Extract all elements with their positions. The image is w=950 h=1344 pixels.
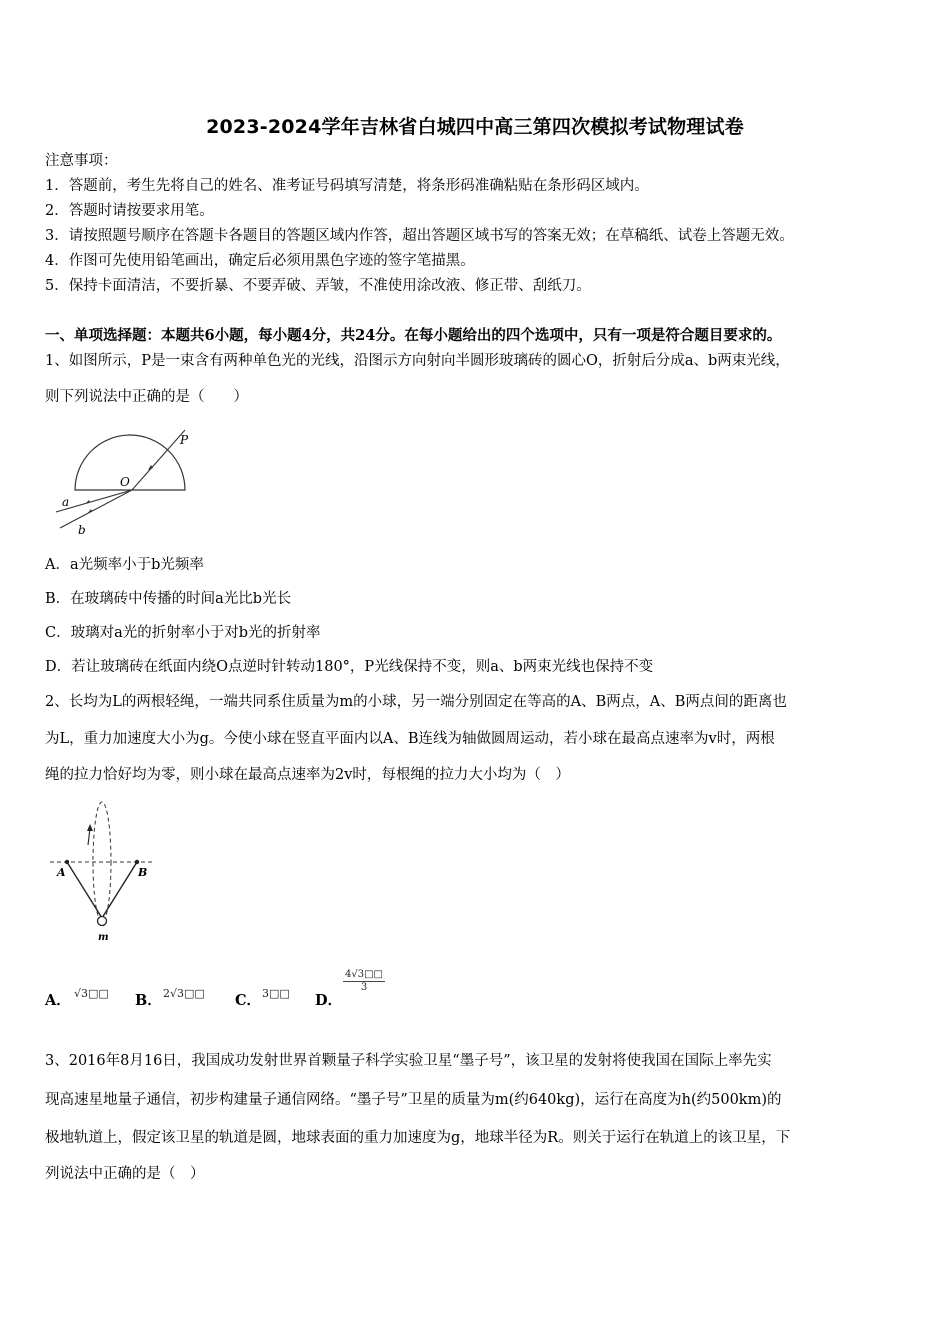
q1-stem-line2: 则下列说法中正确的是（ ）	[45, 389, 248, 405]
label-o: O	[120, 475, 130, 489]
q2-stem-line3: 绳的拉力恰好均为零，则小球在最高点速率为2v时，每根绳的拉力大小均为（ ）	[45, 767, 570, 783]
q2-option-d-denominator: 3	[360, 982, 368, 993]
q2-option-a-value: √3□□	[74, 987, 109, 1000]
notice-item-2: 2．答题时请按要求用笔。	[45, 203, 214, 219]
q3-stem-line4: 列说法中正确的是（ ）	[45, 1166, 205, 1182]
q1-option-b: B．在玻璃砖中传播的时间a光比b光长	[45, 591, 292, 607]
q1-semicircle-figure	[50, 420, 200, 540]
notice-item-5: 5．保持卡面清洁，不要折暴、不要弄破、弄皱，不准使用涂改液、修正带、刮纸刀。	[45, 278, 591, 294]
q2-stem-line1: 2、长均为L的两根轻绳，一端共同系住质量为m的小球，另一端分别固定在等高的A、B两点，A、B两点间的距离也	[45, 694, 787, 710]
label-b: B	[138, 866, 148, 879]
q2-stem-line2: 为L，重力加速度大小为g。今使小球在竖直平面内以A、B连线为轴做圆周运动，若小球在最高点速率为v时，两根	[45, 731, 775, 747]
q2-option-d-numerator: 4√3□□	[345, 969, 383, 980]
q1-option-d: D．若让玻璃砖在纸面内绕O点逆时针转动180°，P光线保持不变，则a、b两束光线也保持不变	[45, 659, 654, 675]
notice-heading: 注意事项：	[45, 153, 118, 169]
point-b	[135, 860, 139, 864]
q1-stem-line1: 1、如图所示，P是一束含有两种单色光的光线，沿图示方向射向半圆形玻璃砖的圆心O，折射后分成a、b两束光线，	[45, 353, 790, 369]
point-a	[65, 860, 69, 864]
q2-option-a-label: A．	[45, 992, 71, 1009]
label-a: a	[62, 495, 70, 509]
q2-rope-figure	[48, 800, 158, 945]
section-heading: 一、单项选择题：本题共6小题，每小题4分，共24分。在每小题给出的四个选项中，只有一项是符合题目要求的。	[45, 327, 782, 344]
q2-option-c-value: 3□□	[262, 987, 290, 1000]
notice-item-1: 1．答题前，考生先将自己的姓名、准考证号码填写清楚，将条形码准确粘贴在条形码区域内。	[45, 178, 649, 194]
q2-option-b	[135, 991, 162, 1011]
q3-stem-line2: 现高速星地量子通信，初步构建量子通信网络。“墨子号”卫星的质量为m(约640kg)，运行在高度为h(约500km)的	[45, 1092, 782, 1108]
q1-option-a: A．a光频率小于b光频率	[45, 557, 204, 573]
q2-option-b-label: B．	[135, 992, 162, 1009]
rotation-arrow-head	[87, 824, 93, 831]
q2-option-c	[235, 991, 261, 1011]
ball-m	[98, 917, 107, 926]
q2-option-b-value: 2√3□□	[163, 987, 205, 1000]
label-m: m	[98, 932, 109, 943]
q3-stem-line1: 3、2016年8月16日，我国成功发射世界首颗量子科学实验卫星“墨子号”，该卫星的发射将使我国在国际上率先实	[45, 1053, 772, 1069]
q2-option-a	[45, 991, 71, 1011]
rope-a	[67, 862, 102, 918]
label-p: P	[180, 433, 189, 447]
q1-option-c: C．玻璃对a光的折射率小于对b光的折射率	[45, 625, 321, 641]
notice-item-4: 4．作图可先使用铅笔画出，确定后必须用黑色字迹的签字笔描黑。	[45, 253, 475, 269]
q3-stem-line3: 极地轨道上，假定该卫星的轨道是圆，地球表面的重力加速度为g，地球半径为R。则关于运行在轨道上的该卫星，下	[45, 1130, 791, 1146]
label-b: b	[78, 523, 86, 537]
ray-b	[60, 490, 132, 528]
rope-b	[102, 862, 137, 918]
notice-item-3: 3．请按照题号顺序在答题卡各题目的答题区域内作答，超出答题区域书写的答案无效；在草稿纸、试卷上答题无效。	[45, 228, 794, 244]
q2-option-d-label: D．	[315, 992, 343, 1009]
semicircle-glass	[75, 435, 185, 490]
page-title: 2023-2024学年吉林省白城四中高三第四次模拟考试物理试卷	[206, 116, 744, 138]
q2-option-d	[315, 991, 342, 1011]
label-a: A	[57, 866, 66, 879]
ray-p	[132, 430, 185, 490]
q2-option-d-fraction	[343, 969, 385, 994]
q2-option-c-label: C．	[235, 992, 262, 1009]
